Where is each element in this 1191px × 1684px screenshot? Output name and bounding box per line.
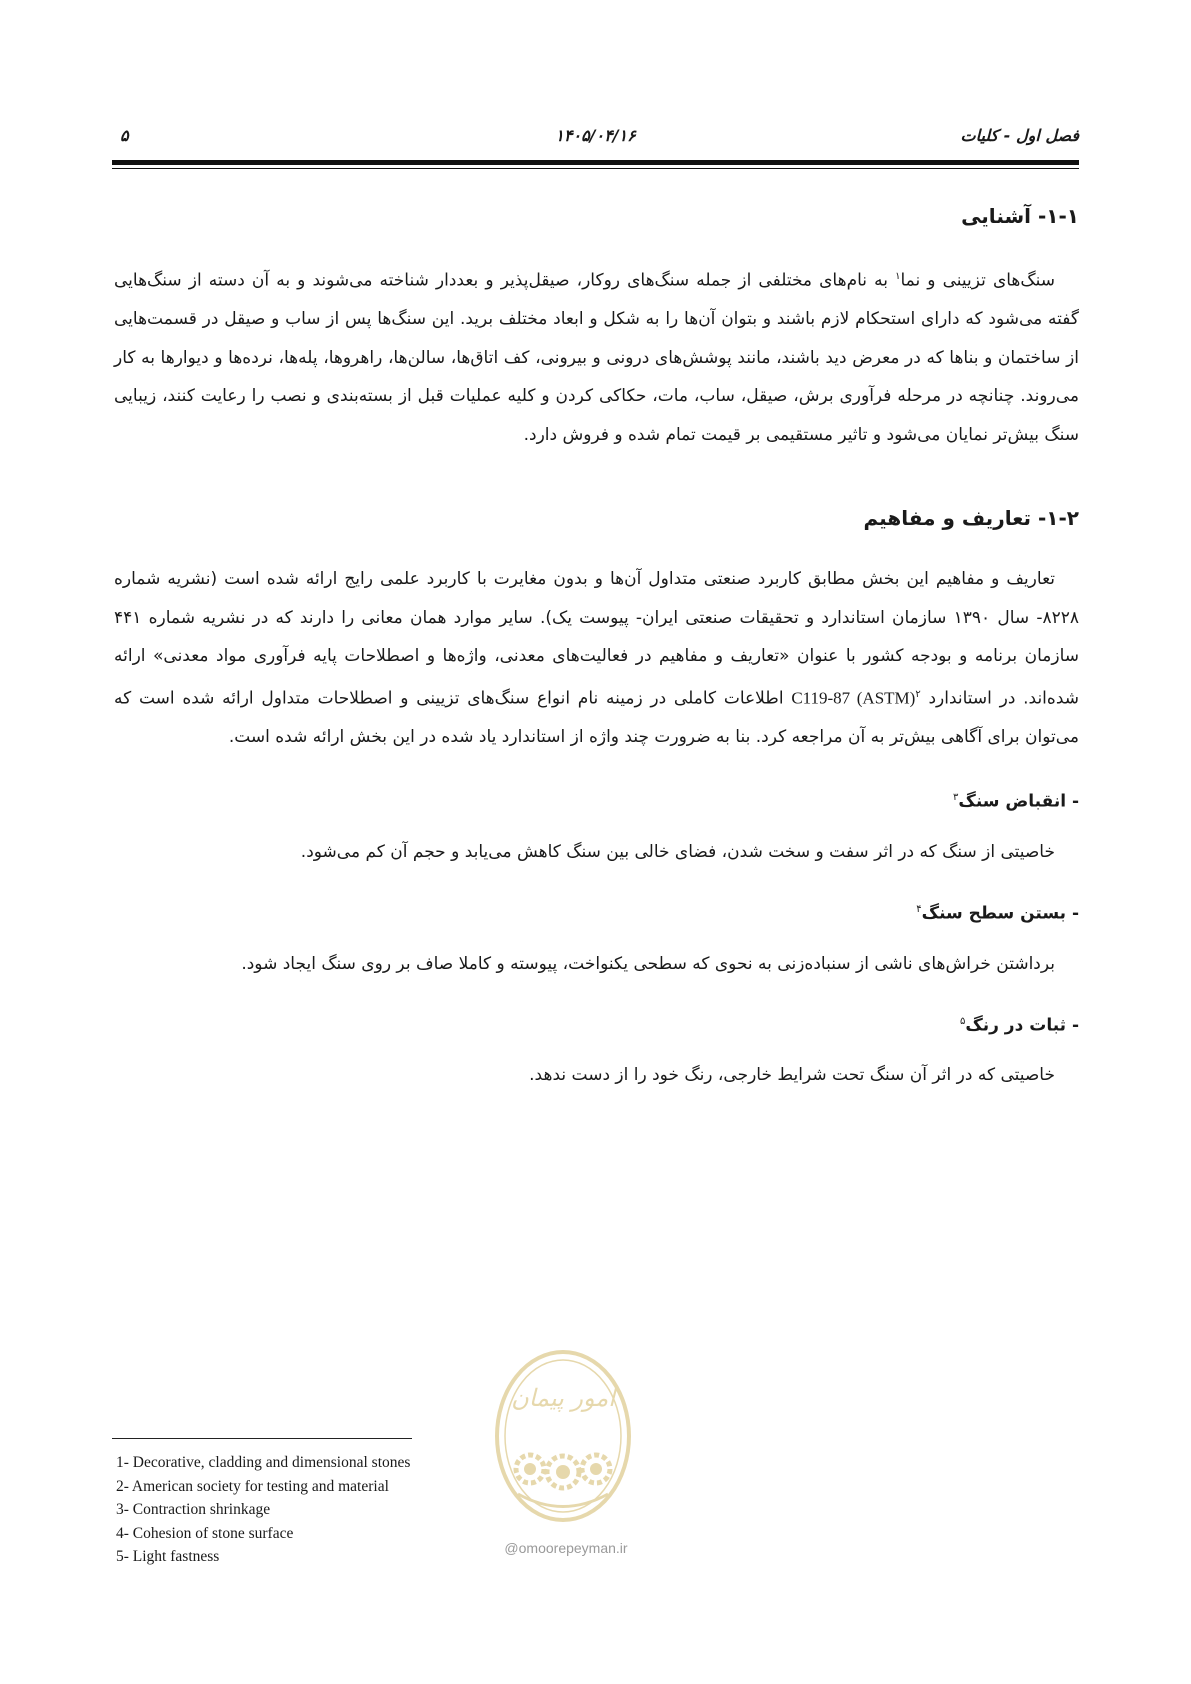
footnote-item: 3- Contraction shrinkage xyxy=(116,1501,271,1518)
footnote-separator xyxy=(112,1438,412,1439)
astm-standard-code: C119-87 (ASTM) xyxy=(791,688,916,708)
intro-text-b: به نام‌های مختلفی از جمله سنگ‌های روکار، صیقل‌پذیر و بعددار شناخته می‌شوند و به آن دسته از سنگ‌هایی گفته می‌شود که دارای استحکام لازم باشند و بتوان آن‌ها را به شکل و ابعاد مختلف برید. این سنگ‌ها پس از ساب و صیقل در قسمت‌هایی از ساختمان و بناها که در معرض دید باشند، مانند پوشش‌های درونی و بیرونی، کف اتاق‌ها، سالن‌ها، راهروها، پله‌ها، نرده‌ها و دیوارها به کار می‌روند. چنانچه در مرحله فرآوری برش، صیقل، ساب، مات، حکاکی کردن و کلیه عملیات قبل از بسته‌بندی و نصب را رعایت کنند، زیبایی سنگ بیش‌تر نمایان می‌شود و تاثیر مستقیمی بر قیمت تمام شده و فروش دارد. xyxy=(114,270,1079,445)
header-rule-thick xyxy=(112,160,1079,165)
term-title: - بستن سطح سنگ$^۴$ xyxy=(916,903,1079,924)
footnotes-list xyxy=(116,1451,410,1569)
term-title: - ثبات در رنگ$^۵$ xyxy=(959,1015,1079,1036)
header-date: ۱۴۰۵/۰۴/۱۶ xyxy=(555,126,636,145)
term-definition: برداشتن خراش‌های ناشی از سنباده‌زنی به نحوی که سطحی یکنواخت، پیوسته و کاملا صاف بر روی سنگ ایجاد شود. xyxy=(241,953,1055,974)
footnote-ref-2[interactable]: ۲ xyxy=(915,688,921,700)
definitions-paragraph xyxy=(114,560,1079,756)
svg-text:امور پیمان: امور پیمان xyxy=(511,1384,615,1412)
footnote-item: 5- Light fastness xyxy=(116,1548,220,1565)
footnote-ref-5[interactable]: ۵ xyxy=(959,1015,966,1027)
footnote-item: 2- American society for testing and material xyxy=(116,1477,389,1495)
footnote-ref-4[interactable]: ۴ xyxy=(916,903,922,915)
page-content xyxy=(114,188,1079,1091)
section-heading-definitions: ۱-۲- تعاریف و مفاهیم xyxy=(863,506,1079,531)
term-definition: خاصیتی از سنگ که در اثر سفت و سخت شدن، فضای خالی بین سنگ کاهش می‌یابد و حجم آن کم می‌شود. xyxy=(300,841,1055,862)
footnote-item: 1- Decorative, cladding and dimensional stones xyxy=(116,1454,411,1471)
section-heading-introduction: ۱-۱- آشنایی xyxy=(961,204,1079,228)
footnote-item: 4- Cohesion of stone surface xyxy=(116,1524,294,1542)
watermark-site: @omoorepeyman.ir xyxy=(504,1540,628,1556)
chapter-title: فصل اول - کلیات xyxy=(960,126,1079,145)
watermark-logo-icon xyxy=(488,1344,638,1534)
footnote-ref-1[interactable]: ۱ xyxy=(895,271,901,282)
defs-text-a: تعاریف و مفاهیم این بخش مطابق کاربرد صنعتی متداول آن‌ها و بدون مغایرت با کاربرد علمی رایج ارائه شده است (نشریه شماره ۸۲۲۸- سال ۱۳۹۰ سازمان استاندارد و تحقیقات صنعتی ایران- پیوست یک). سایر موارد همان معانی را دارند که در نشریه شماره ۴۴۱ سازمان برنامه و بودجه کشور با عنوان «تعاریف و مفاهیم در فعالیت‌های معدنی، واژه‌ها و اصطلاحات پایه فرآوری مواد معدنی» ارائه شده‌اند. در استاندارد xyxy=(114,569,1079,709)
page-header xyxy=(112,126,1079,154)
header-rule-thin xyxy=(112,168,1079,169)
page-number: ۵ xyxy=(120,126,129,145)
intro-text-a: سنگ‌های تزیینی و نما xyxy=(900,270,1055,291)
defs-text-b: اطلاعات کاملی در زمینه نام انواع سنگ‌های تزیینی و اصطلاحات متداول ارائه شده است که می‌توان برای آگاهی بیش‌تر به آن مراجعه کرد. بنا به ضرورت چند واژه از استاندارد یاد شده در این بخش ارائه شده است. xyxy=(114,688,1079,747)
footnote-ref-3[interactable]: ۳ xyxy=(953,792,959,804)
term-title: - انقباض سنگ$^۳$ xyxy=(953,791,1079,812)
term-definition: خاصیتی که در اثر آن سنگ تحت شرایط خارجی، رنگ خود را از دست ندهد. xyxy=(529,1065,1055,1086)
introduction-paragraph xyxy=(114,258,1079,454)
